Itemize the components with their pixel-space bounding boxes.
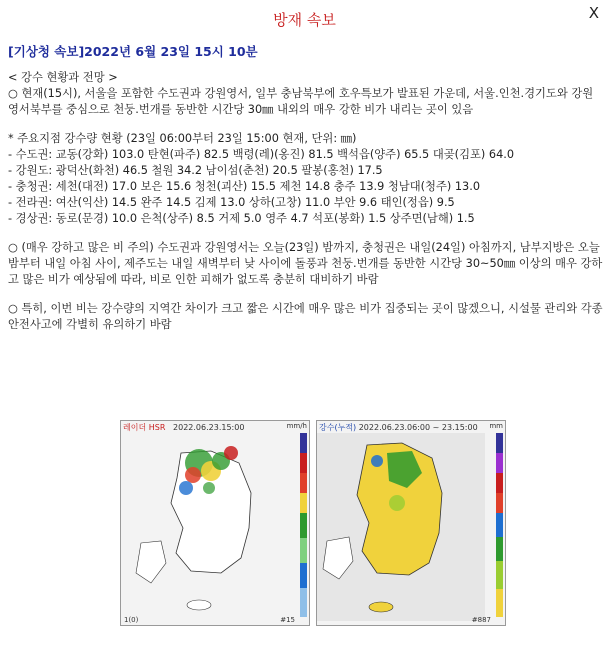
radar-map-footer: 1(0) [124,616,139,624]
accumulated-map-time: 2022.06.23.06:00 ~ 23.15:00 [358,423,478,432]
close-button[interactable]: X [588,4,599,22]
radar-map [120,420,310,626]
accumulated-rain-map [316,420,506,626]
rainfall-gangwon: - 강원도: 광덕산(화천) 46.5 철원 34.2 남이섬(춘천) 20.5 팔봉(홍천) 17.5 [8,164,383,177]
radar-legend [300,433,307,617]
map-images [0,420,609,626]
radar-map-unit: mm/h [286,422,307,430]
accumulated-map-unit: mm [489,422,503,430]
accumulated-map-header [319,422,478,433]
bulletin-body [8,70,604,333]
rainfall-jeolla: - 전라권: 여산(익산) 14.5 완주 14.5 김제 13.0 상하(고창) 11.0 부안 9.6 태인(정읍) 9.5 [8,196,455,209]
rainfall-header: * 주요지점 강수량 현황 (23일 06:00부터 23일 15:00 현재, 단위: ㎜) [8,132,357,145]
rainfall-gyeongsang: - 경상권: 동로(문경) 10.0 은척(상주) 8.5 거제 5.0 영주 4.7 석포(봉화) 1.5 상주면(남해) 1.5 [8,212,475,225]
bulletin-headline: [기상청 속보]2022년 6월 23일 15시 10분 [8,44,258,59]
window-title: 방재 속보 [273,11,336,29]
rainfall-chungcheong: - 충청권: 세천(대전) 17.0 보은 15.6 청천(괴산) 15.5 제천 14.8 충주 13.9 청남대(청주) 13.0 [8,180,481,193]
accumulated-legend [496,433,503,617]
radar-map-time: 2022.06.23.15:00 [173,423,245,432]
radar-map-header [123,422,244,433]
accumulated-map-count: #887 [471,616,491,624]
radar-map-graphic [121,433,297,621]
radar-map-count: #15 [280,616,295,624]
radar-map-label: 레이더 HSR [123,423,166,432]
window-titlebar [0,0,609,36]
accumulated-map-label: 강수(누적) [319,423,357,432]
accumulated-map-graphic [317,433,493,621]
current-status: ○ 현재(15시), 서울을 포함한 수도권과 강원영서, 일부 충남북부에 호우특보가 발표된 가운데, 서울.인천.경기도와 강원영서북부를 중심으로 천둥.번개를 동반한 시간당 30㎜ 내외의 매우 강한 비가 내리는 곳이 있음 [8,87,594,116]
forecast-paragraph: ○ (매우 강하고 많은 비 주의) 수도권과 강원영서는 오늘(23일) 밤까지, 충청권은 내일(24일) 아침까지, 남부지방은 오늘 밤부터 내일 아침 사이, 제주도는 내일 새벽부터 낮 사이에 돌풍과 천둥.번개를 동반한 시간당 30~50㎜ 이상의 매우 강하고 많은 비가 예상됨에 따라, 비로 인한 피해가 없도록 충분히 대비하기 바람 [8,241,603,286]
section-title: < 강수 현황과 전망 > [8,71,118,84]
notice-paragraph: ○ 특히, 이번 비는 강수량의 지역간 차이가 크고 짧은 시간에 매우 많은 비가 집중되는 곳이 많겠으니, 시설물 관리와 각종 안전사고에 각별히 유의하기 바람 [8,302,603,331]
rainfall-capital: - 수도권: 교동(강화) 103.0 탄현(파주) 82.5 백령(레)(옹진) 81.5 백석읍(양주) 65.5 대곶(김포) 64.0 [8,148,515,161]
